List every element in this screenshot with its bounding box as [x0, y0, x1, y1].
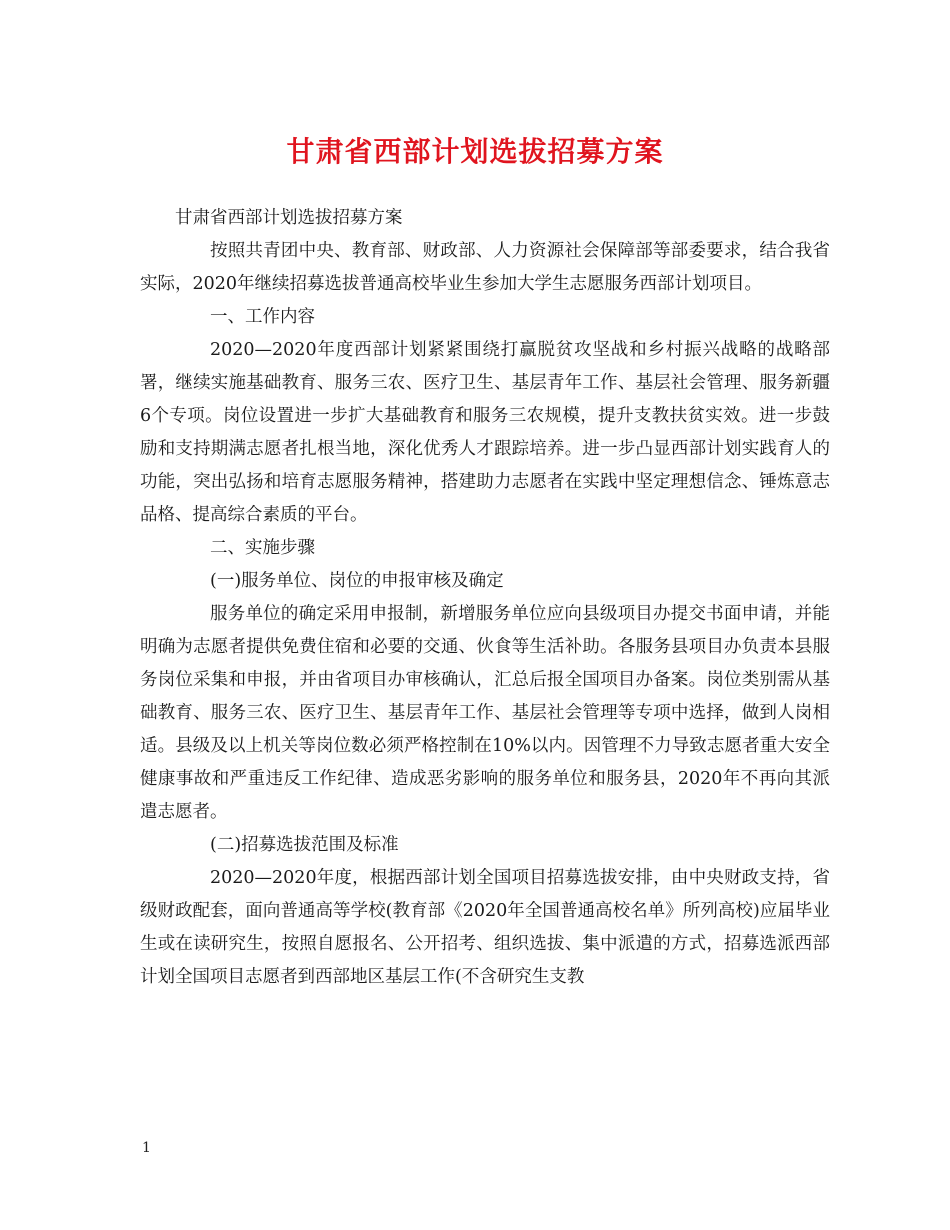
section-heading-work-content: 一、工作内容	[210, 307, 315, 327]
paragraph-scope: 2020—2020年度，根据西部计划全国项目招募选拔安排，由中央财政支持，省级财政配套，面向普通高等学校(教育部《2020年全国普通高校名单》所列高校)应届毕业生或在读研究生，按照自愿报名、公开招考、组织选拔、集中派遣的方式，招募选派西部计划全国项目志愿者到西部地区基层工作(不含研究生支教	[140, 868, 830, 987]
subsection-heading-scope: (二)招募选拔范围及标准	[210, 835, 399, 855]
paragraph-work-content: 2020—2020年度西部计划紧紧围绕打赢脱贫攻坚战和乡村振兴战略的战略部署，继续实施基础教育、服务三农、医疗卫生、基层青年工作、基层社会管理、服务新疆6个专项。岗位设置进一步扩大基础教育和服务三农规模，提升支教扶贫实效。进一步鼓励和支持期满志愿者扎根当地，深化优秀人才跟踪培养。进一步凸显西部计划实践育人的功能，突出弘扬和培育志愿服务精神，搭建助力志愿者在实践中坚定理想信念、锤炼意志品格、提高综合素质的平台。	[140, 340, 830, 525]
paragraph-intro: 按照共青团中央、教育部、财政部、人力资源社会保障部等部委要求，结合我省实际，2020年继续招募选拔普通高校毕业生参加大学生志愿服务西部计划项目。	[140, 241, 830, 294]
document-body	[140, 202, 830, 994]
paragraph-units: 服务单位的确定采用申报制，新增服务单位应向县级项目办提交书面申请，并能明确为志愿者提供免费住宿和必要的交通、伙食等生活补助。各服务县项目办负责本县服务岗位采集和申报，并由省项目办审核确认，汇总后报全国项目办备案。岗位类别需从基础教育、服务三农、医疗卫生、基层青年工作、基层社会管理等专项中选择，做到人岗相适。县级及以上机关等岗位数必须严格控制在10%以内。因管理不力导致志愿者重大安全健康事故和严重违反工作纪律、造成恶劣影响的服务单位和服务县，2020年不再向其派遣志愿者。	[140, 604, 830, 822]
document-title: 甘肃省西部计划选拔招募方案	[286, 135, 664, 168]
section-heading-steps: 二、实施步骤	[210, 538, 315, 558]
paragraph-subtitle: 甘肃省西部计划选拔招募方案	[175, 208, 403, 228]
page-number: 1	[142, 1140, 151, 1156]
subsection-heading-units: (一)服务单位、岗位的申报审核及确定	[210, 571, 504, 591]
